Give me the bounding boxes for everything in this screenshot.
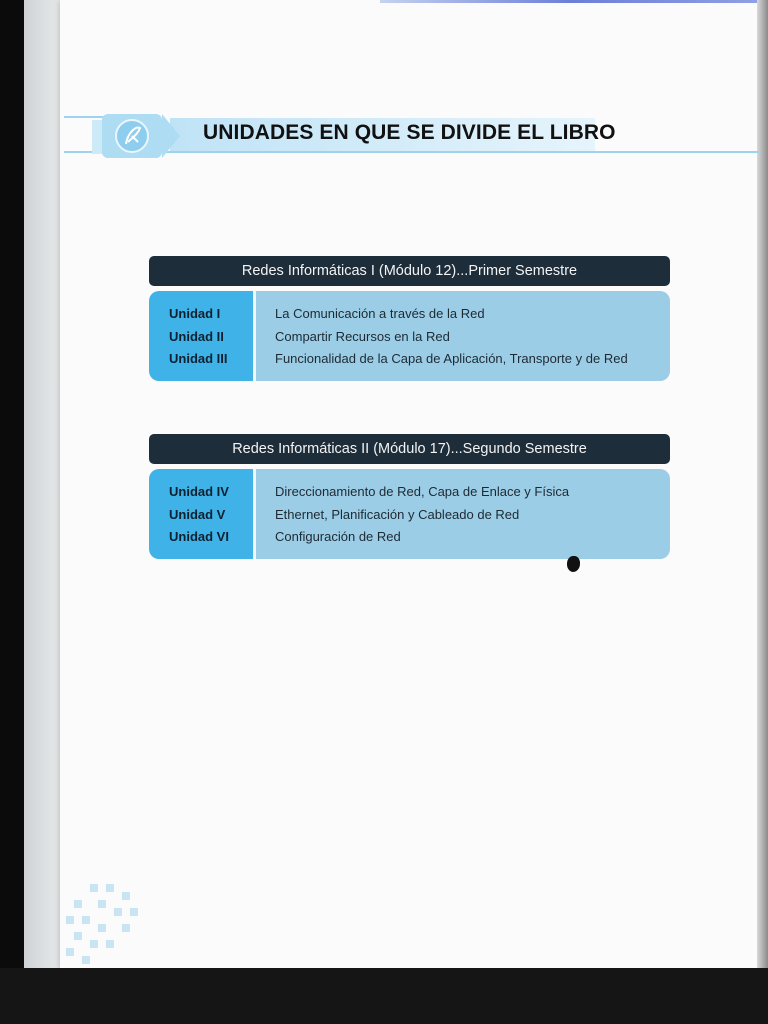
unit-label: Unidad V [169, 506, 226, 522]
unit-title: Funcionalidad de la Capa de Aplicación, Transporte y de Red [275, 351, 628, 366]
unit-label: Unidad VI [169, 529, 229, 544]
leaf-emblem-icon [92, 112, 182, 160]
module-2-unit-titles [256, 469, 670, 559]
pixel-pattern-decoration [60, 880, 150, 968]
module-1-unit-titles [256, 291, 670, 381]
module-1-heading [149, 256, 670, 286]
unit-label: Unidad III [169, 351, 228, 366]
unit-label: Unidad I [169, 306, 221, 321]
module-2-unit-labels [149, 469, 253, 559]
module-2-heading [149, 434, 670, 464]
module-1-units [149, 291, 670, 381]
top-color-strip [380, 0, 760, 3]
module-1-unit-labels [149, 291, 253, 381]
unit-label: Unidad II [169, 328, 224, 344]
module-2-heading-text: Redes Informáticas II (Módulo 17)...Segundo Semestre [232, 441, 587, 457]
module-1-heading-text: Redes Informáticas I (Módulo 12)...Primer Semestre [241, 263, 578, 279]
unit-title: Compartir Recursos en la Red [275, 328, 450, 344]
unit-title: La Comunicación a través de la Red [275, 306, 485, 321]
scan-bottom-edge [0, 968, 768, 1024]
unit-label: Unidad IV [169, 484, 229, 499]
page-gutter [24, 0, 64, 968]
page-title: UNIDADES EN QUE SE DIVIDE EL LIBRO [203, 121, 616, 144]
unit-title: Configuración de Red [275, 529, 401, 544]
unit-title: Direccionamiento de Red, Capa de Enlace y Física [275, 484, 570, 499]
page-right-edge [757, 0, 768, 970]
scan-left-edge [0, 0, 24, 1024]
module-2-units [149, 469, 670, 559]
unit-title: Ethernet, Planificación y Cableado de Red [275, 506, 520, 522]
